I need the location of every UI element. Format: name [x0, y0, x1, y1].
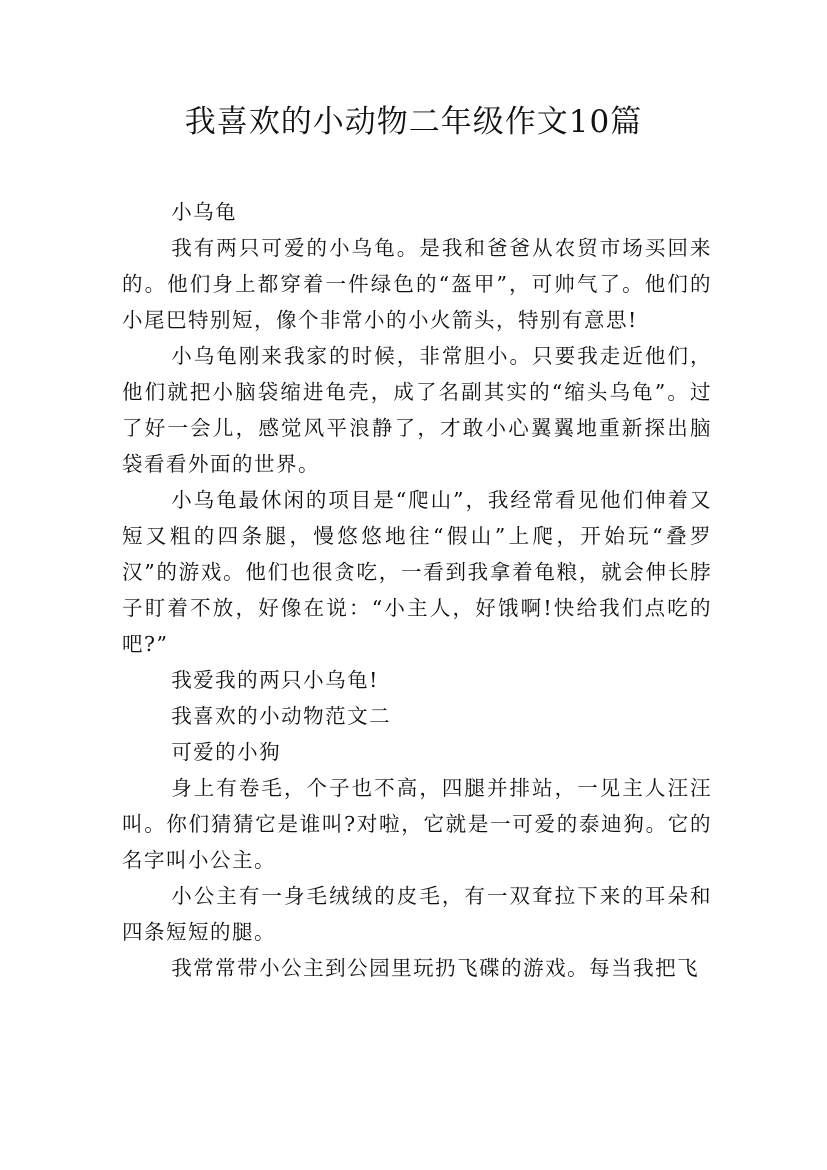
paragraph: 身上有卷毛，个子也不高，四腿并排站，一见主人汪汪叫。你们猜猜它是谁叫?对啦，它就是一可爱的泰迪狗。它的名字叫小公主。	[122, 776, 712, 872]
section-heading: 小乌龟	[171, 200, 238, 224]
document-body	[122, 194, 712, 986]
paragraph: 小乌龟最休闲的项目是“爬山”，我经常看见他们伸着又短又粗的四条腿，慢悠悠地往“假山”上爬，开始玩“叠罗汉”的游戏。他们也很贪吃，一看到我拿着龟粮，就会伸长脖子盯着不放，好像在说：“小主人，好饿啊!快给我们点吃的吧?”	[122, 488, 712, 656]
paragraph: 小公主有一身毛绒绒的皮毛，有一双耷拉下来的耳朵和四条短短的腿。	[122, 884, 712, 944]
paragraph: 我爱我的两只小乌龟!	[171, 668, 379, 692]
paragraph: 我有两只可爱的小乌龟。是我和爸爸从农贸市场买回来的。他们身上都穿着一件绿色的“盔甲”，可帅气了。他们的小尾巴特别短，像个非常小的小火箭头，特别有意思!	[122, 236, 712, 332]
section-heading: 可爱的小狗	[171, 740, 282, 764]
paragraph: 小乌龟刚来我家的时候，非常胆小。只要我走近他们，他们就把小脑袋缩进龟壳，成了名副其实的“缩头乌龟”。过了好一会儿，感觉风平浪静了，才敢小心翼翼地重新探出脑袋看看外面的世界。	[122, 344, 712, 476]
paragraph: 我常常带小公主到公园里玩扔飞碟的游戏。每当我把飞	[171, 956, 700, 980]
document-title: 我喜欢的小动物二年级作文10篇	[184, 104, 643, 140]
section-heading: 我喜欢的小动物范文二	[171, 704, 392, 728]
